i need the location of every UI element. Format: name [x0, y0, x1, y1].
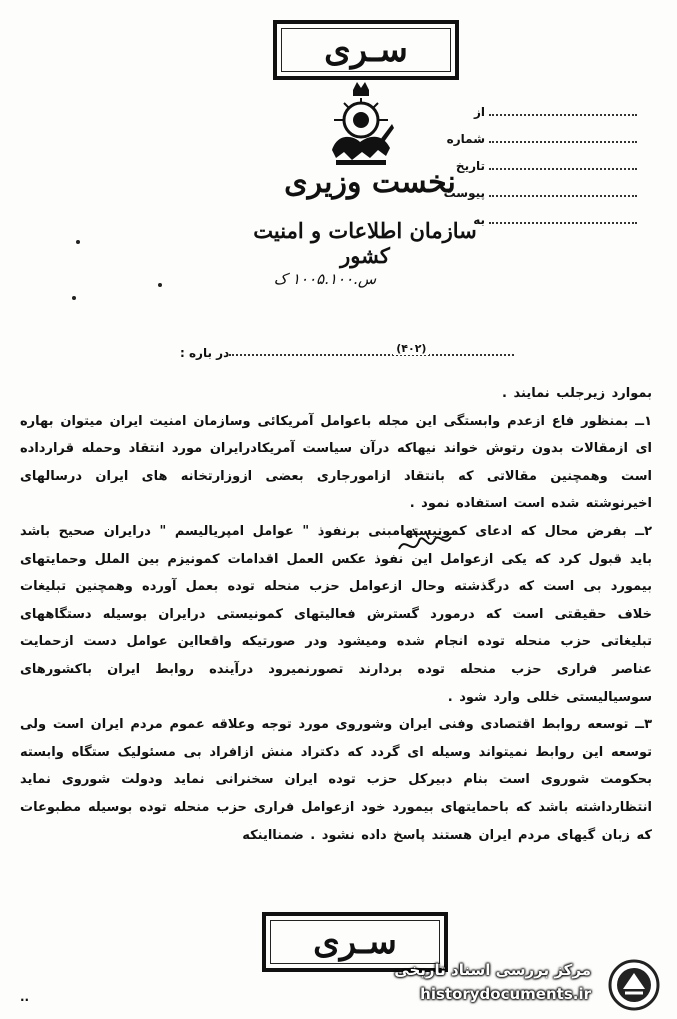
organization-subtitle: سازمان اطلاعات و امنیت کشور: [253, 218, 477, 268]
meta-label-date: تاریخ: [455, 159, 485, 173]
meta-label-attachment: پیوست: [443, 186, 485, 200]
regarding-line: [180, 340, 520, 360]
archive-logo-icon: [603, 959, 665, 1011]
handwritten-annotation-icon: [395, 527, 455, 565]
meta-row-to: [441, 200, 641, 227]
letter-meta-fields: [441, 92, 641, 227]
meta-row-from: [441, 92, 641, 119]
secret-stamp-top: [273, 20, 459, 80]
lion-and-sun-emblem-icon: [320, 80, 402, 172]
body-paragraph-1: ۱ــ بمنظور فاع ازعدم وابستگی این مجله باعوامل آمریکائی وسازمان امنیت ایران میتوان بهاره ای ازمقالات بدون رتوش خواند نیهاکه درآن سیاست آمریکادرایران مورد انتقاد وحمله قرارداده است وهمچنین مقالاتی که بانتقاد ازامورجاری بعضی ازوزارتخانه های ایران درسالهای اخیرنوشته شده است استفاده نمود .: [20, 413, 652, 512]
archive-watermark: [393, 958, 673, 1013]
reference-code: س.۱۰۰۵.۱۰۰ ک: [273, 270, 377, 288]
meta-dotted-line: [489, 194, 637, 197]
meta-dotted-line: [489, 113, 637, 116]
body-paragraph-2: ۲ــ بفرض محال که ادعای کمونیستهامبنی برنفوذ " عوامل امپریالیسم " درایران صحیح باشد باید قبول کرد که یکی ازعوامل این نفوذ عکس العمل اقدامات کمونیزم بین الملل وحمایتهای بیمورد بی است که درگذشته وحال ازعوامل حزب منحله توده بعمل آورده وهمچنین تبلیغات خلاف حقیقتی است که درمورد گسترش فعالیتهای کمونیستی درایران بوسیله دستگاههای تبلیغاتی حزب منحله توده انجام شده ومیشود ودر صورتیکه واقعااین عوامل دست ازحمایت عناصر فراری حزب منحله توده بردارند تصورنمیرود درآینده روابط ایران باکشورهای سوسیالیستی خللی وارد شود .: [20, 523, 652, 705]
body-paragraph-3: ۳ــ توسعه روابط اقتصادی وفنی ایران وشوروی مورد توجه وعلاقه عموم مردم ایران است ولی توسعه این روابط نمیتواند وسیله ای گردد که دکتراد منش ازافراد بی مسئولیک ستگاه وابسته بحکومت شوروی است بنام دبیرکل حزب توده ایران سخنرانی نماید ودولت شوروی نماید انتظارداشته باشد که باحمایتهای بیمورد خود ازعوامل فراری حزب منحله توده بوسیله مطبوعات که زبان گیهای مردم ایران هستند پاسخ داده نشود . ضمنااینکه: [20, 717, 652, 843]
corner-mark: ..: [20, 990, 30, 1004]
meta-dotted-line: [489, 167, 637, 170]
ink-dot: [76, 240, 80, 244]
ink-dot: [158, 283, 162, 287]
regarding-label: در باره :: [180, 346, 230, 360]
ink-dot: [72, 296, 76, 300]
letter-body: [20, 380, 652, 849]
meta-dotted-line: [489, 140, 637, 143]
regarding-number: (۴۰۲): [393, 342, 429, 355]
watermark-text-fa: مرکز بررسی اسناد تاریخی: [394, 961, 591, 979]
classification-label-bottom: سـری: [313, 922, 397, 962]
regarding-dotted-line: [229, 342, 514, 356]
meta-dotted-line: [489, 221, 637, 224]
organization-title: نخست وزیری: [284, 165, 456, 200]
meta-row-number: [441, 119, 641, 146]
watermark-text-en: historydocuments.ir: [420, 985, 591, 1003]
meta-label-to: به: [473, 213, 485, 227]
body-intro: بموارد زیرجلب نمایند .: [502, 386, 652, 401]
meta-row-attachment: [441, 173, 641, 200]
meta-label-number: شماره: [446, 132, 485, 146]
classification-label-top: سـری: [324, 30, 408, 70]
meta-row-date: [441, 146, 641, 173]
meta-label-from: از: [473, 105, 485, 119]
